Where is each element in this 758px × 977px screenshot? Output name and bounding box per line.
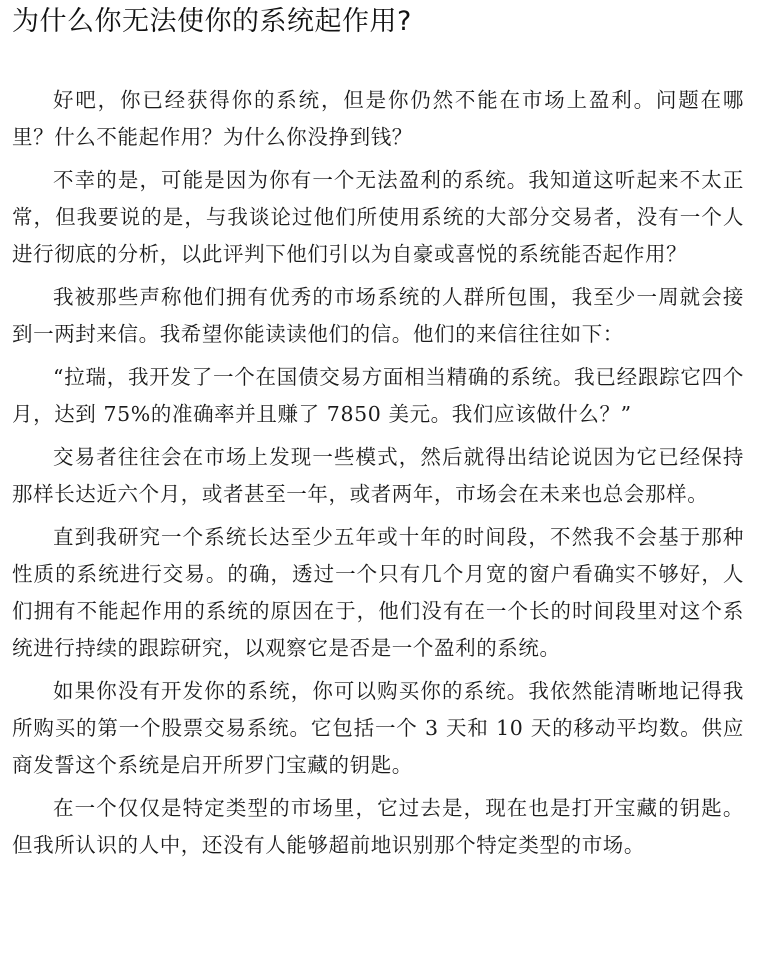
paragraph-7: 如果你没有开发你的系统，你可以购买你的系统。我依然能清晰地记得我所购买的第一个股票交易系统。它包括一个 3 天和 10 天的移动平均数。供应商发誓这个系统是启开所罗门宝藏的钥匙。 [12,679,744,777]
paragraph-3: 我被那些声称他们拥有优秀的市场系统的人群所包围，我至少一周就会接到一两封来信。我希望你能读读他们的信。他们的来信往往如下： [12,285,744,346]
paragraph-1: 好吧，你已经获得你的系统，但是你仍然不能在市场上盈利。问题在哪里？什么不能起作用？为什么你没挣到钱？ [12,88,744,149]
paragraph-6: 直到我研究一个系统长达至少五年或十年的时间段，不然我不会基于那种性质的系统进行交易。的确，透过一个只有几个月宽的窗户看确实不够好，人们拥有不能起作用的系统的原因在于，他们没有在一个长的时间段里对这个系统进行持续的跟踪研究，以观察它是否是一个盈利的系统。 [12,525,744,660]
paragraph-4-quote: “拉瑞，我开发了一个在国债交易方面相当精确的系统。我已经跟踪它四个月，达到 75%的准确率并且赚了 7850 美元。我们应该做什么？” [12,365,744,426]
paragraph-8: 在一个仅仅是特定类型的市场里，它过去是，现在也是打开宝藏的钥匙。但我所认识的人中，还没有人能够超前地识别那个特定类型的市场。 [12,796,744,857]
page-title: 为什么你无法使你的系统起作用? [12,6,412,37]
paragraph-2: 不幸的是，可能是因为你有一个无法盈利的系统。我知道这听起来不太正常，但我要说的是，与我谈论过他们所使用系统的大部分交易者，没有一个人进行彻底的分析，以此评判下他们引以为自豪或喜悦的系统能否起作用？ [12,168,744,266]
paragraph-5: 交易者往往会在市场上发现一些模式，然后就得出结论说因为它已经保持那样长达近六个月，或者甚至一年，或者两年，市场会在未来也总会那样。 [12,445,744,506]
